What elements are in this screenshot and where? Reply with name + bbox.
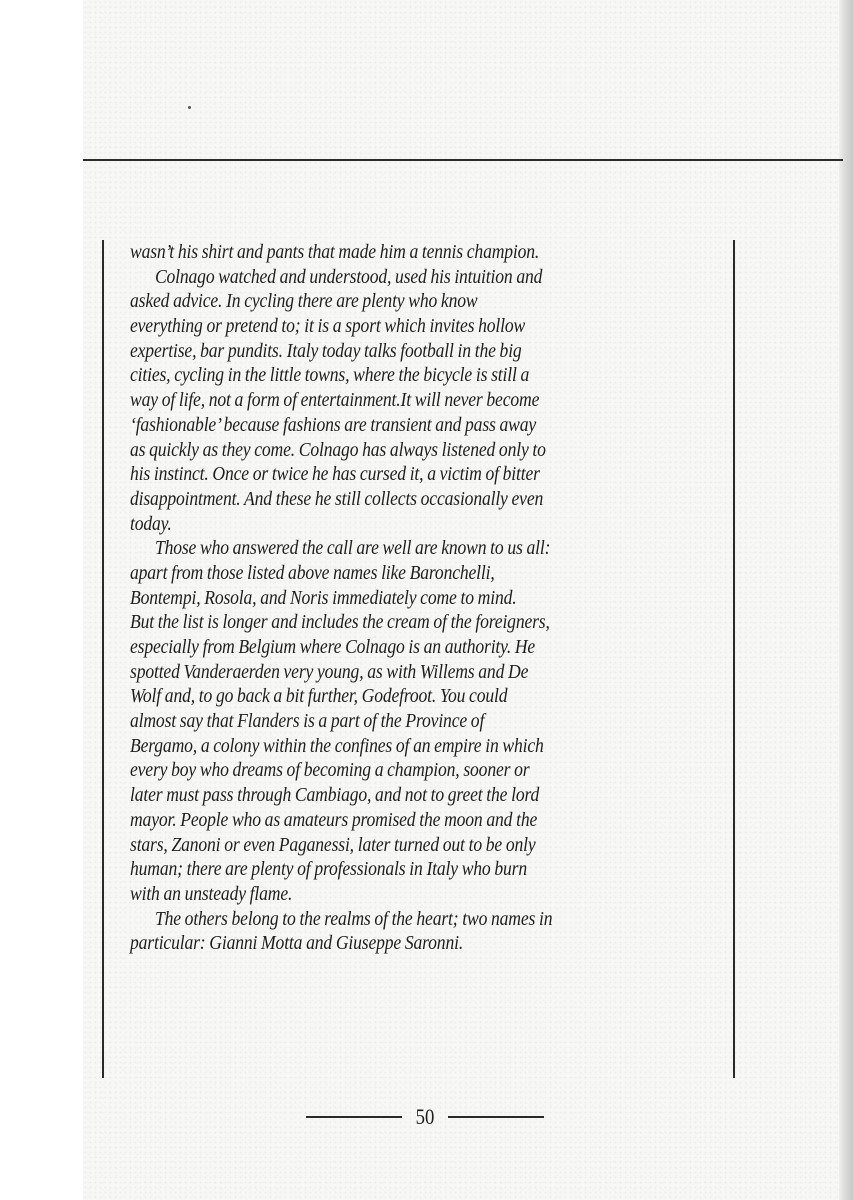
- page-number: 50: [415, 1104, 435, 1129]
- page-edge-shadow: [839, 0, 853, 1200]
- text-line: every boy who dreams of becoming a champion, sooner or: [130, 759, 530, 782]
- text-line: almost say that Flanders is a part of the Province of: [130, 710, 485, 733]
- paragraph: [130, 536, 732, 906]
- right-margin-rule: [733, 240, 735, 1078]
- left-margin-rule: [102, 240, 104, 1078]
- text-line: his instinct. Once or twice he has cursed it, a victim of bitter: [130, 463, 540, 486]
- header-rule: [83, 159, 843, 161]
- text-line: wasn’t his shirt and pants that made him a tennis champion.: [130, 241, 540, 263]
- paragraph: [130, 265, 732, 537]
- text-line: Colnago watched and understood, used his intuition and: [154, 265, 543, 288]
- text-line: stars, Zanoni or even Paganessi, later turned out to be only: [130, 833, 536, 856]
- text-line: today.: [130, 512, 172, 535]
- text-line: disappointment. And these he still collects occasionally even: [130, 487, 544, 510]
- text-line: Wolf and, to go back a bit further, Godefroot. You could: [130, 685, 508, 708]
- text-line: with an unsteady flame.: [130, 882, 293, 905]
- text-line: apart from those listed above names like Baronchelli,: [130, 561, 495, 584]
- text-line: mayor. People who as amateurs promised the moon and the: [130, 808, 538, 831]
- text-line: especially from Belgium where Colnago is an authority. He: [130, 636, 536, 658]
- text-line: spotted Vanderaerden very young, as with Willems and De: [130, 660, 529, 683]
- text-line: human; there are plenty of professionals in Italy who burn: [130, 858, 527, 881]
- text-line: as quickly as they come. Colnago has always listened only to: [130, 438, 546, 461]
- dust-speck: [188, 106, 191, 109]
- page-footer: [300, 1102, 550, 1132]
- text-line: ‘fashionable’ because fashions are transient and pass away: [130, 413, 537, 436]
- text-line: expertise, bar pundits. Italy today talks football in the big: [130, 339, 522, 362]
- text-line: The others belong to the realms of the heart; two names in: [154, 907, 553, 930]
- text-line: Those who answered the call are well are known to us all:: [154, 537, 551, 560]
- footer-rule-right: [448, 1116, 544, 1118]
- text-line: Bergamo, a colony within the confines of an empire in which: [130, 734, 544, 757]
- text-line: Bontempi, Rosola, and Noris immediately come to mind.: [130, 586, 517, 609]
- text-line: asked advice. In cycling there are plenty who know: [130, 290, 478, 313]
- footer-rule-left: [306, 1116, 402, 1118]
- paragraph: [130, 240, 732, 265]
- body-text: [130, 240, 732, 956]
- text-line: particular: Gianni Motta and Giuseppe Saronni.: [130, 932, 464, 955]
- text-line: everything or pretend to; it is a sport which invites hollow: [130, 315, 526, 338]
- text-line: But the list is longer and includes the cream of the foreigners,: [130, 611, 550, 634]
- paragraph: [130, 907, 732, 956]
- text-line: way of life, not a form of entertainment.It will never become: [130, 389, 540, 412]
- text-line: cities, cycling in the little towns, where the bicycle is still a: [130, 364, 530, 387]
- text-line: later must pass through Cambiago, and not to greet the lord: [130, 784, 540, 807]
